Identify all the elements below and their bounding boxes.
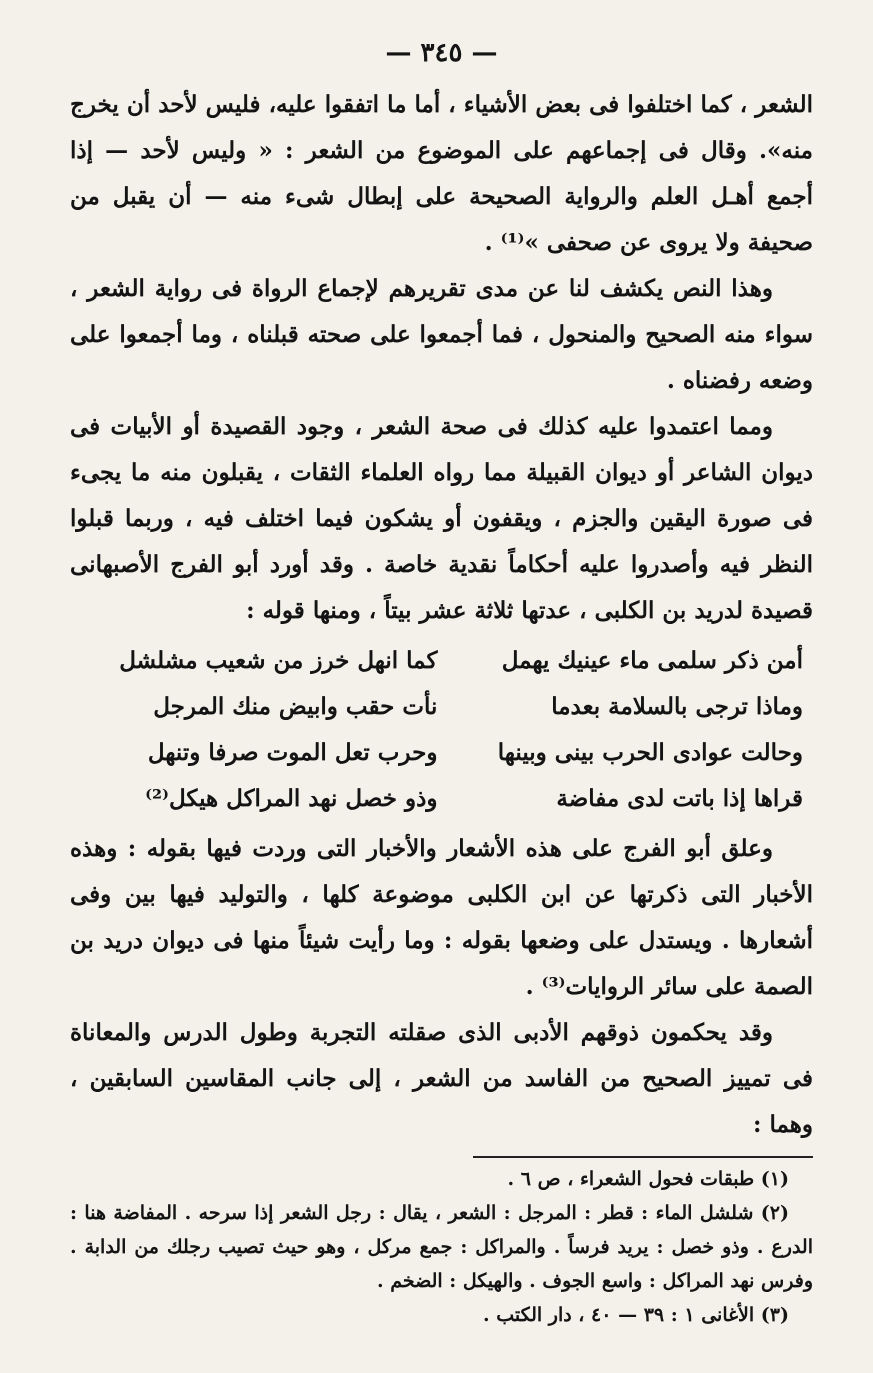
paragraph: وهذا النص يكشف لنا عن مدى تقريرهم لإجماع الرواة فى رواية الشعر ، سواء منه الصحيح والمنحول ، فما أجمعوا على صحته قبلناه ، وما أجمعوا على وضعه رفضناه .: [70, 275, 813, 394]
verse-first-hemistich: أمن ذكر سلمى ماء عينيك يهمل: [501, 647, 803, 674]
poem-verse: [100, 776, 803, 822]
verse-second-hemistich: كما انهل خرز من شعيب مشلشل: [119, 647, 438, 674]
page-number: — ٣٤٥ —: [385, 38, 498, 68]
footnote-divider: [473, 1156, 813, 1158]
verse-first-hemistich: قراها إذا باتت لدى مفاضة: [556, 785, 803, 812]
footnote: (١) طبقات فحول الشعراء ، ص ٦ .: [507, 1168, 789, 1190]
footnote: (٢) شلشل الماء : قطر : المرجل : الشعر ، يقال : رجل الشعر إذا سرحه . المفاضة هنا : الدرع . وذو خصل : يريد فرساً . والمراكل : جمع مركل ، وهو حيث تصيب رجلك من الدابة . وفرس نهد المراكل : واسع الجوف . والهيكل : الضخم .: [70, 1202, 813, 1292]
paragraph: وقد يحكمون ذوقهم الأدبى الذى صقلته التجربة وطول الدرس والمعاناة فى تمييز الصحيح من الفاسد من الشعر ، إلى جانب المقاسين السابقين ، وهما :: [70, 1019, 813, 1138]
verse-second-hemistich: نأت حقب وابيض منك المرجل: [153, 693, 438, 720]
paragraph: الشعر ، كما اختلفوا فى بعض الأشياء ، أما ما اتفقوا عليه، فليس لأحد أن يخرج منه». وقال فى إجماعهم على الموضوع من الشعر : « وليس لأحد — إذا أجمع أهـل العلم والرواية الصحيحة على إبطال شىء منه — أن يقبل من صحيفة ولا يروى عن صحفى »⁽¹⁾ .: [70, 91, 813, 256]
poem: [70, 638, 813, 822]
poem-verse: [100, 684, 803, 730]
verse-second-hemistich: وذو خصل نهد المراكل هيكل⁽²⁾: [145, 785, 438, 812]
main-text: [70, 82, 813, 1148]
poem-verse: [100, 638, 803, 684]
paragraph: وعلق أبو الفرج على هذه الأشعار والأخبار التى وردت فيها بقوله : وهذه الأخبار التى ذكرتها عن ابن الكلبى موضوعة كلها ، والتوليد فيها بين وفى أشعارها . ويستدل على وضعها بقوله : وما رأيت شيئاً منها فى ديوان دريد بن الصمة على سائر الروايات⁽³⁾ .: [70, 835, 813, 1000]
verse-second-hemistich: وحرب تعل الموت صرفا وتنهل: [147, 739, 438, 766]
footnotes: [70, 1162, 813, 1332]
verse-first-hemistich: وماذا ترجى بالسلامة بعدما: [551, 693, 803, 720]
verse-first-hemistich: وحالت عوادى الحرب بينى وبينها: [497, 739, 803, 766]
footnote: (٣) الأغانى ١ : ٣٩ — ٤٠ ، دار الكتب .: [482, 1304, 789, 1326]
paragraph: ومما اعتمدوا عليه كذلك فى صحة الشعر ، وجود القصيدة أو الأبيات فى ديوان الشاعر أو ديوان القبيلة مما رواه العلماء الثقات ، يقبلون منه ما يجىء فى صورة اليقين والجزم ، ويقفون أو يشكون فيما اختلف فيه ، وربما قبلوا النظر فيه وأصدروا عليه أحكاماً نقدية خاصة . وقد أورد أبو الفرج الأصبهانى قصيدة لدريد بن الكلبى ، عدتها ثلاثة عشر بيتاً ، ومنها قوله :: [70, 413, 813, 624]
poem-verse: [100, 730, 803, 776]
